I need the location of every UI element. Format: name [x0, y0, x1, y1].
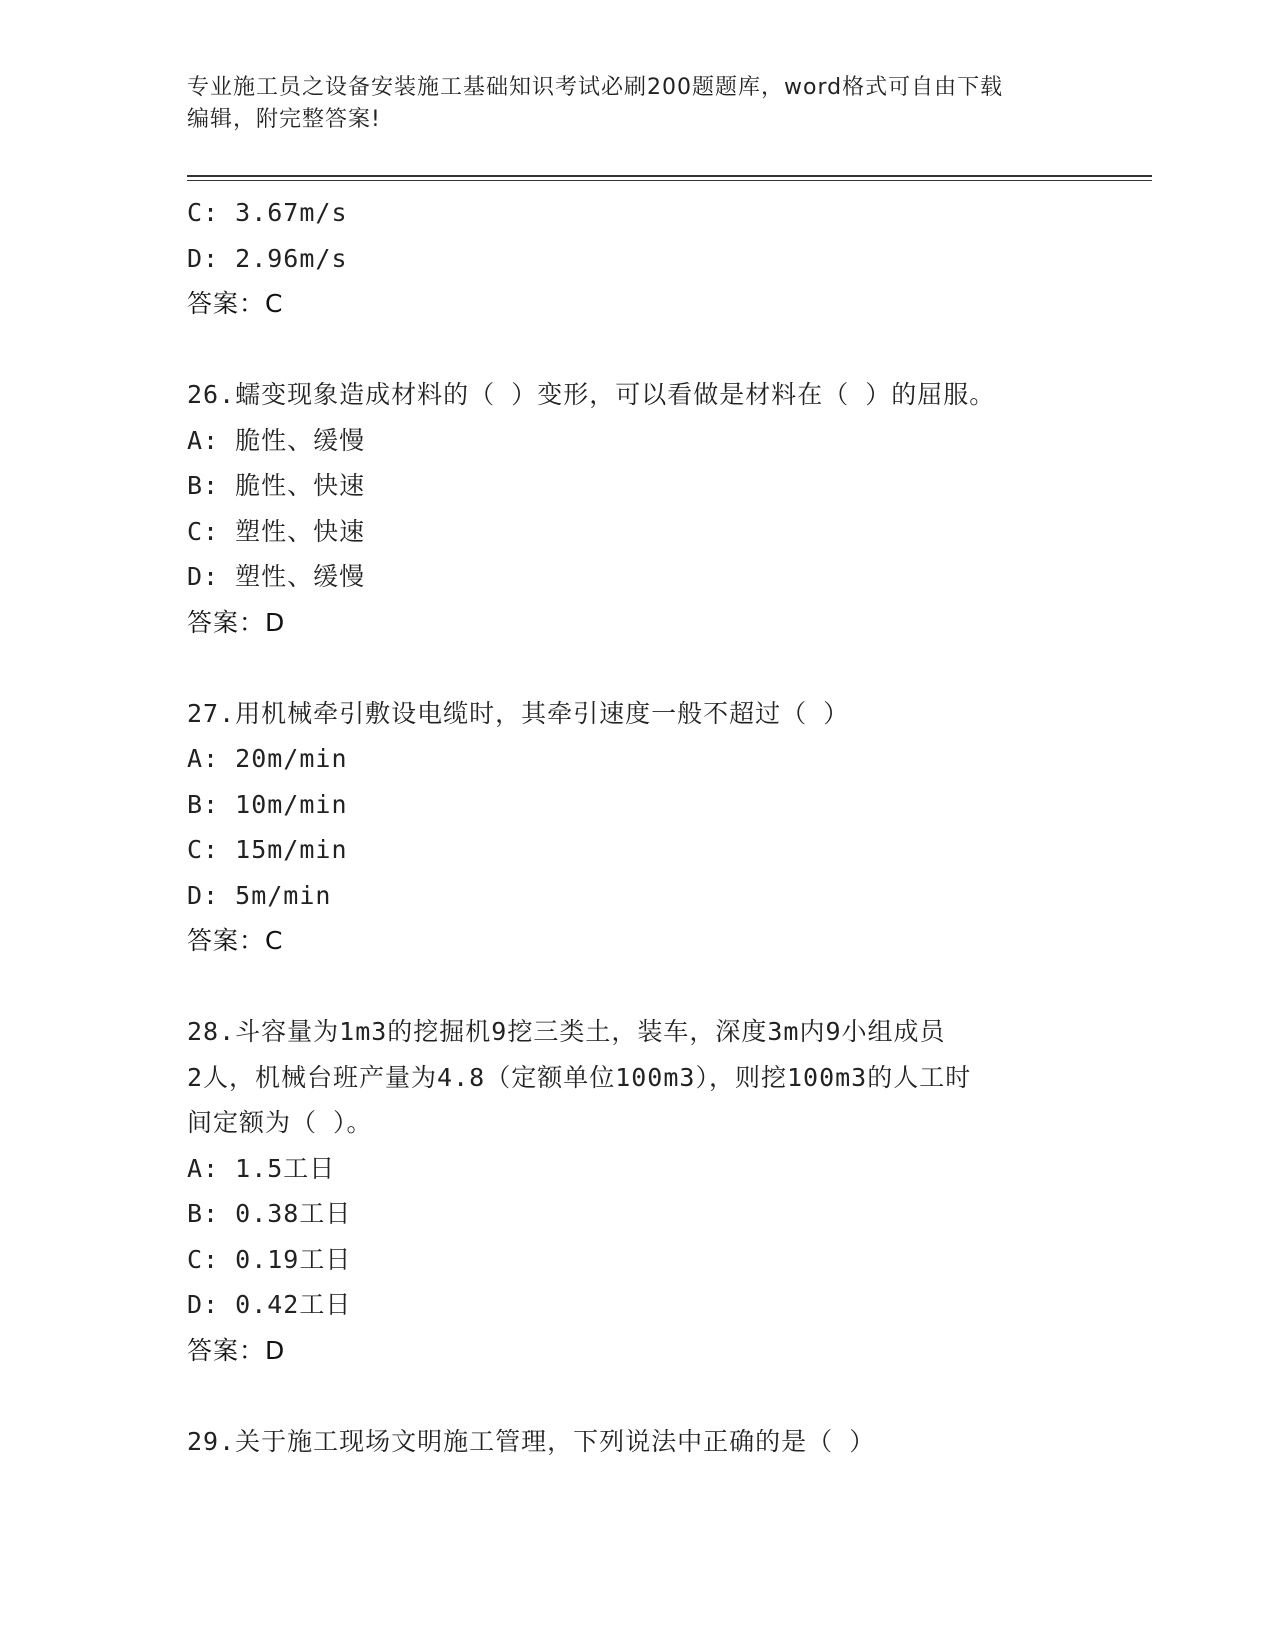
option-b: B: 10m/min: [187, 789, 348, 819]
question-text-line-3: 间定额为（ ）。: [187, 1108, 373, 1137]
question-25-tail: [187, 190, 1087, 327]
header-title-line-1: 专业施工员之设备安装施工基础知识考试必刷200题题库，word格式可自由下载: [187, 75, 1004, 100]
option-b: B: 脆性、快速: [187, 471, 366, 500]
option-c: C: 塑性、快速: [187, 516, 366, 546]
question-text-line-2: 2人，机械台班产量为4.8（定额单位100m3），则挖100m3的人工时: [187, 1062, 972, 1092]
option-b: B: 0.38工日: [187, 1199, 352, 1228]
option-d: D: 0.42工日: [187, 1290, 352, 1319]
answer-label: 答案：C: [187, 926, 284, 955]
header-title-line-2: 编辑，附完整答案!: [187, 107, 381, 132]
question-list: [187, 190, 1087, 1464]
question-29: [187, 1419, 1087, 1465]
question-text: 27.用机械牵引敷设电缆时，其牵引速度一般不超过（ ）: [187, 698, 850, 728]
spacer: [187, 645, 1087, 691]
question-27: [187, 691, 1087, 964]
spacer: [187, 964, 1087, 1010]
question-text: 29.关于施工现场文明施工管理，下列说法中正确的是（ ）: [187, 1426, 876, 1456]
option-d: D: 2.96m/s: [187, 243, 348, 273]
header-divider-thin: [187, 180, 1152, 181]
option-d: D: 塑性、缓慢: [187, 562, 366, 591]
spacer: [187, 1373, 1087, 1419]
answer-label: 答案：C: [187, 289, 284, 318]
option-c: C: 0.19工日: [187, 1244, 352, 1274]
option-d: D: 5m/min: [187, 880, 332, 910]
question-28: [187, 1009, 1087, 1373]
answer-label: 答案：D: [187, 607, 286, 637]
option-a: A: 1.5工日: [187, 1153, 336, 1183]
spacer: [187, 327, 1087, 373]
option-c: C: 15m/min: [187, 835, 348, 864]
option-a: A: 20m/min: [187, 744, 348, 773]
question-26: [187, 372, 1087, 645]
header-divider-thick: [187, 175, 1152, 177]
question-text: 26.蠕变现象造成材料的（ ）变形，可以看做是材料在（ ）的屈服。: [187, 380, 996, 409]
option-c: C: 3.67m/s: [187, 198, 348, 227]
option-a: A: 脆性、缓慢: [187, 425, 366, 455]
question-text-line-1: 28.斗容量为1m3的挖掘机9挖三类土，装车，深度3m内9小组成员: [187, 1017, 946, 1046]
document-header: [187, 72, 1067, 136]
answer-label: 答案：D: [187, 1335, 286, 1365]
